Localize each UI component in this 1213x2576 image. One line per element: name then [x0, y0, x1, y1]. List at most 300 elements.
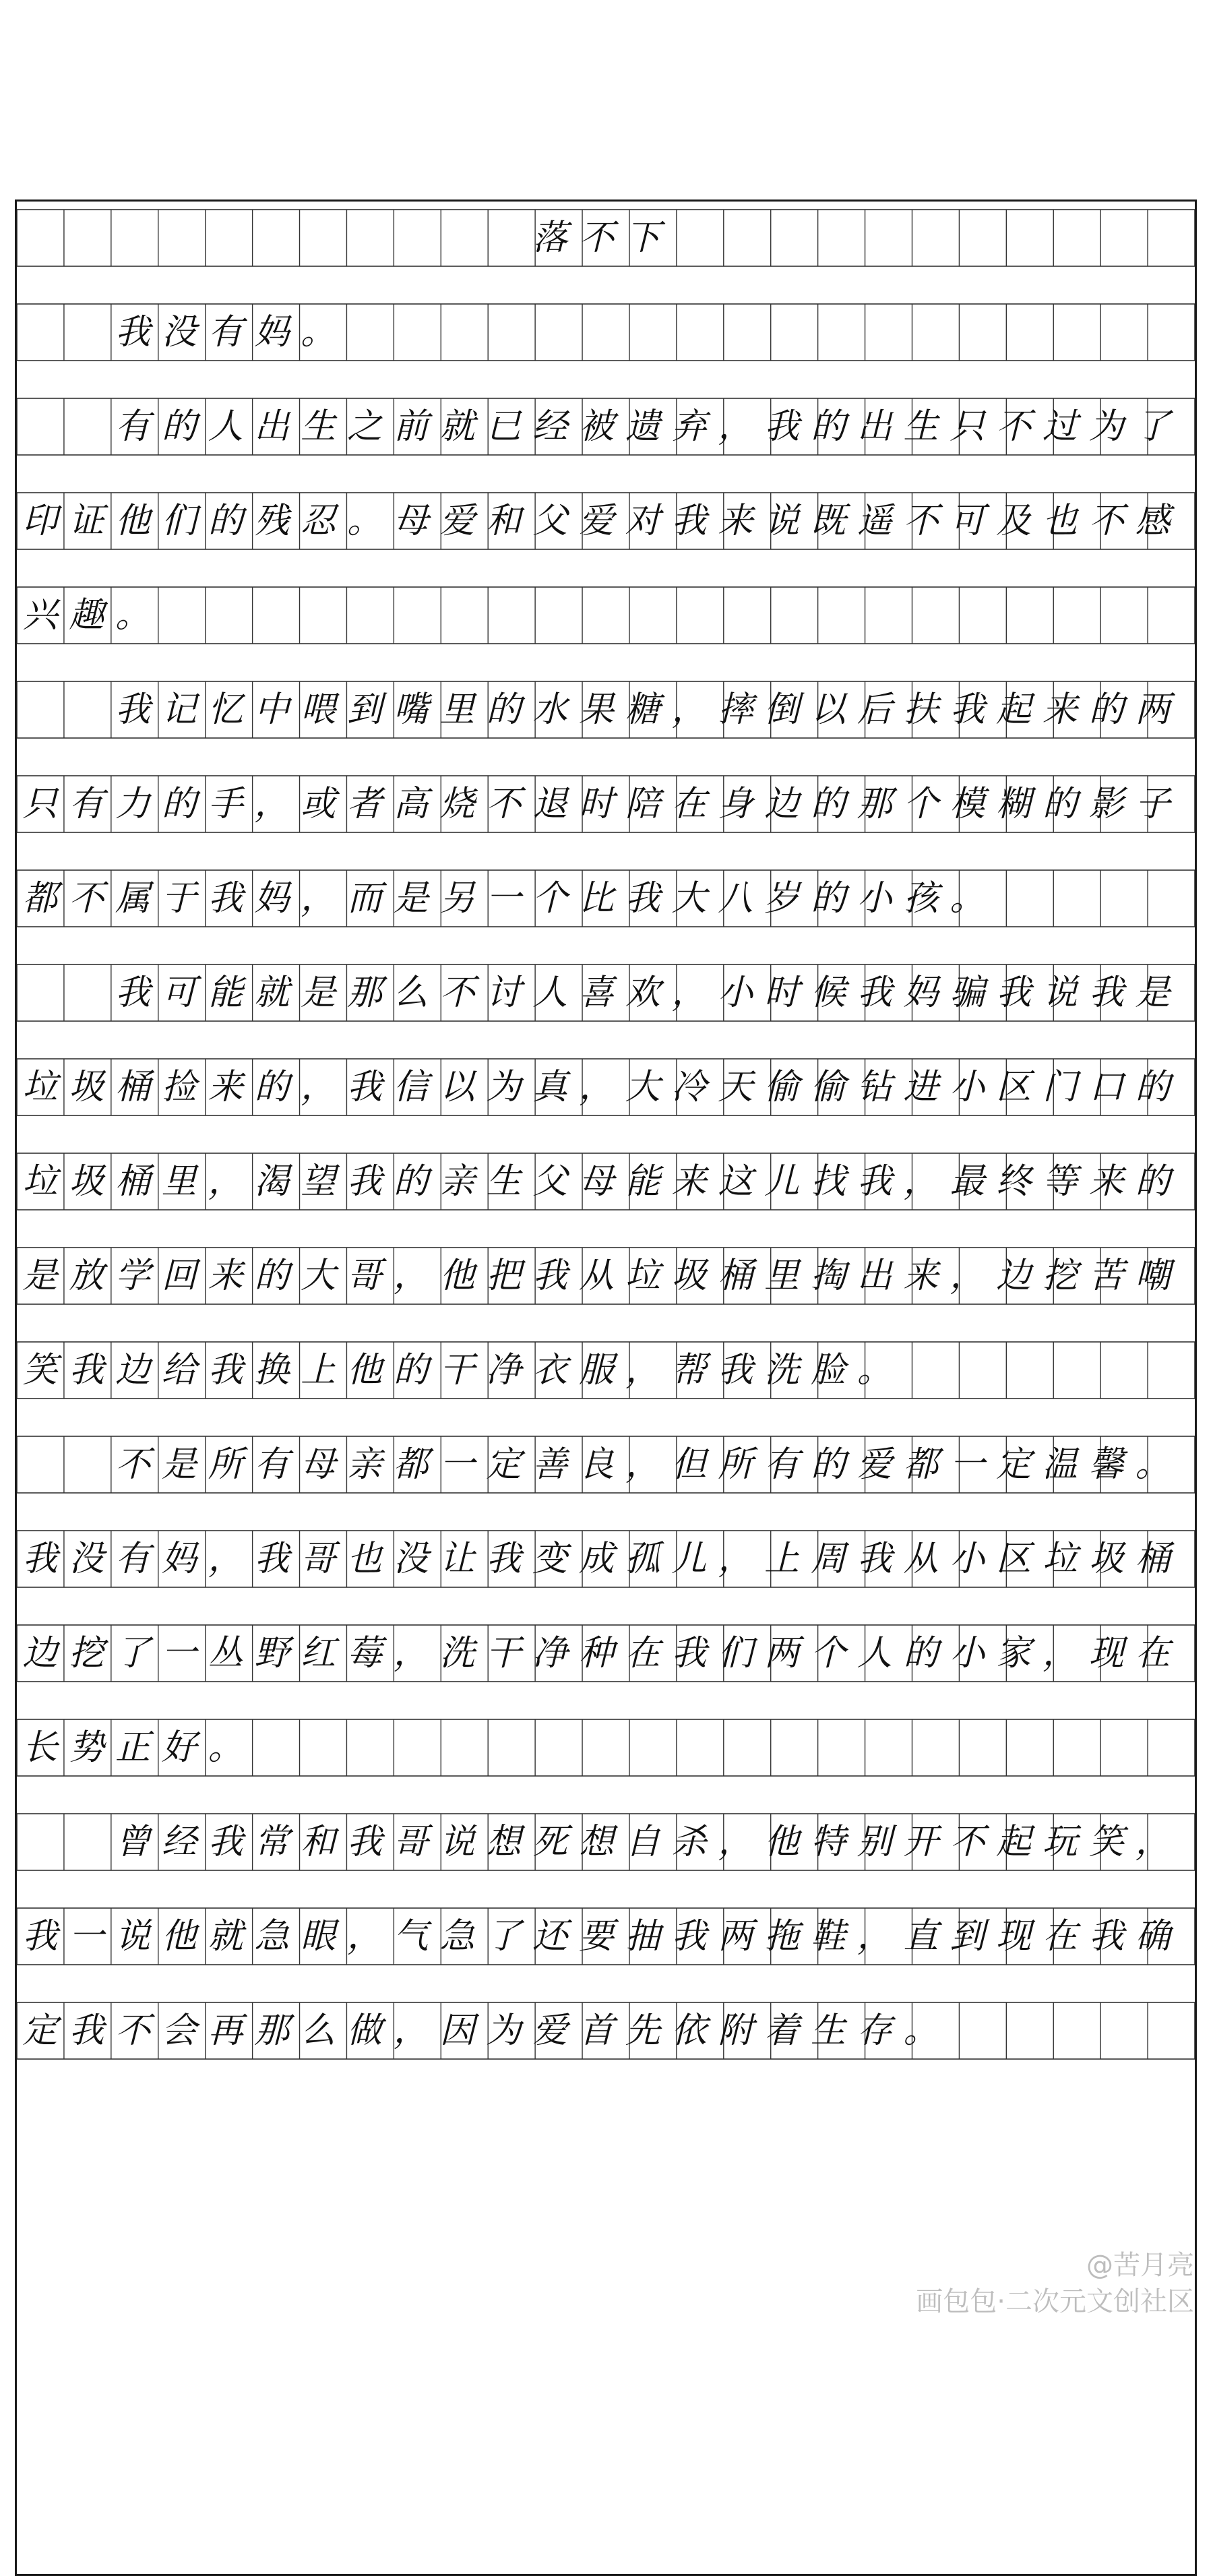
grid-cell [1129, 210, 1176, 266]
grid-cell [619, 304, 666, 361]
grid-cell: 气 [393, 1916, 429, 1957]
grid-cell: ， [950, 1256, 985, 1296]
grid-cell: 手 [208, 784, 243, 824]
grid-cell: 了 [1135, 406, 1171, 447]
grid-cell: 的 [393, 1161, 429, 1202]
grid-cell: 圾 [69, 1161, 104, 1202]
grid-cell: 笑 [1088, 1822, 1124, 1862]
grid-cell: 哥 [346, 1256, 382, 1296]
grid-cell [1083, 304, 1129, 361]
grid-cell: 我 [718, 1350, 753, 1390]
grid-cell [342, 587, 388, 644]
grid-cell: 以 [439, 1067, 475, 1107]
grid-cell: 不 [996, 406, 1032, 447]
grid-cell [295, 210, 342, 266]
grid-cell: 不 [115, 2011, 150, 2051]
grid-cell: 他 [439, 1256, 475, 1296]
grid-cell [202, 210, 249, 266]
grid-cell [666, 304, 712, 361]
essay-line [17, 1436, 1195, 1493]
grid-cell: 者 [346, 784, 382, 824]
grid-cell: 在 [1135, 1633, 1171, 1674]
grid-cell: 的 [810, 784, 846, 824]
grid-cell: 开 [903, 1822, 939, 1862]
grid-cell [480, 587, 527, 644]
grid-cell [1083, 587, 1129, 644]
grid-cell: 高 [393, 784, 429, 824]
grid-cell: 的 [810, 1444, 846, 1485]
grid-cell: 区 [996, 1539, 1032, 1579]
grid-cell: ， [1135, 1822, 1171, 1862]
grid-cell: 圾 [69, 1067, 104, 1107]
grid-cell: 属 [115, 878, 150, 919]
grid-cell: 生 [486, 1161, 522, 1202]
grid-cell: 长 [22, 1727, 58, 1768]
grid-cell: 孤 [625, 1539, 660, 1579]
grid-cell: 哥 [301, 1539, 336, 1579]
grid-cell [63, 1436, 110, 1493]
grid-cell: 我 [950, 689, 985, 730]
grid-cell: 信 [393, 1067, 429, 1107]
grid-cell: 还 [532, 1916, 568, 1957]
grid-cell [1083, 2002, 1129, 2059]
grid-cell [666, 587, 712, 644]
grid-cell: 一 [69, 1916, 104, 1957]
grid-cell: 拖 [764, 1916, 800, 1957]
grid-cell [17, 304, 63, 361]
grid-cell: 那 [857, 784, 892, 824]
grid-cell: 妈 [254, 878, 290, 919]
grid-cell [712, 210, 759, 266]
grid-cell: 我 [346, 1067, 382, 1107]
grid-cell: 不 [578, 218, 614, 258]
grid-cell: ， [393, 1633, 429, 1674]
grid-cell: 终 [996, 1161, 1032, 1202]
essay-line [17, 776, 1195, 832]
grid-cell: 之 [346, 406, 382, 447]
grid-cell: 捡 [161, 1067, 197, 1107]
grid-cell: 爱 [578, 501, 614, 541]
grid-cell: ， [718, 1822, 753, 1862]
grid-cell: 和 [486, 501, 522, 541]
grid-cell [851, 210, 898, 266]
grid-cell: 偷 [810, 1067, 846, 1107]
grid-cell: 。 [857, 1350, 892, 1390]
grid-cell [1129, 870, 1176, 927]
grid-cell: 从 [903, 1539, 939, 1579]
grid-cell [898, 210, 944, 266]
grid-cell: 爱 [857, 1444, 892, 1485]
grid-cell [480, 304, 527, 361]
grid-cell [573, 1719, 620, 1776]
grid-cell [991, 1342, 1037, 1399]
grid-cell: 垃 [22, 1067, 58, 1107]
grid-cell [619, 587, 666, 644]
grid-cell: 我 [996, 973, 1032, 1013]
grid-cell: 落 [532, 218, 568, 258]
grid-cell: 垃 [625, 1256, 660, 1296]
grid-cell [712, 587, 759, 644]
grid-cell [1037, 587, 1084, 644]
grid-cell: 急 [439, 1916, 475, 1957]
grid-cell: 儿 [764, 1161, 800, 1202]
grid-cell: ， [718, 1539, 753, 1579]
grid-cell: 抽 [625, 1916, 660, 1957]
grid-cell: 进 [903, 1067, 939, 1107]
essay-line [17, 964, 1195, 1021]
grid-cell: 从 [578, 1256, 614, 1296]
grid-cell [17, 210, 63, 266]
grid-cell: ， [625, 1350, 660, 1390]
grid-cell: 小 [950, 1539, 985, 1579]
grid-cell: 忆 [208, 689, 243, 730]
grid-cell [17, 1436, 63, 1493]
grid-cell [1037, 1719, 1084, 1776]
grid-cell: 两 [764, 1633, 800, 1674]
grid-cell: 来 [718, 501, 753, 541]
grid-cell: 爱 [439, 501, 475, 541]
grid-cell: 想 [486, 1822, 522, 1862]
grid-cell: 我 [532, 1256, 568, 1296]
grid-cell: 么 [393, 973, 429, 1013]
grid-cell: 个 [810, 1633, 846, 1674]
grid-cell [342, 210, 388, 266]
grid-cell: 特 [810, 1822, 846, 1862]
grid-cell: 妈 [254, 312, 290, 352]
grid-cell: 那 [346, 973, 382, 1013]
grid-cell: 现 [1088, 1633, 1124, 1674]
grid-cell: 我 [69, 1350, 104, 1390]
grid-cell: 是 [161, 1444, 197, 1485]
grid-cell: ， [718, 406, 753, 447]
essay-line [17, 1719, 1195, 1776]
grid-cell: 的 [254, 1256, 290, 1296]
grid-cell: 我 [486, 1539, 522, 1579]
grid-cell: 到 [950, 1916, 985, 1957]
grid-cell: 骗 [950, 973, 985, 1013]
grid-cell: 后 [857, 689, 892, 730]
grid-cell: 的 [810, 406, 846, 447]
essay-line [17, 1531, 1195, 1587]
grid-cell: ， [346, 1916, 382, 1957]
grid-cell: 野 [254, 1633, 290, 1674]
grid-cell: 是 [22, 1256, 58, 1296]
grid-cell: 苦 [1088, 1256, 1124, 1296]
grid-cell: ， [254, 784, 290, 824]
grid-cell: 种 [578, 1633, 614, 1674]
grid-cell: 首 [578, 2011, 614, 2051]
grid-cell: 模 [950, 784, 985, 824]
grid-cell: 在 [671, 784, 707, 824]
grid-cell: 起 [996, 1822, 1032, 1862]
grid-cell: 我 [1088, 973, 1124, 1013]
grid-cell: 大 [625, 1067, 660, 1107]
grid-cell: 生 [903, 406, 939, 447]
grid-cell: 死 [532, 1822, 568, 1862]
grid-cell: 残 [254, 501, 290, 541]
grid-cell: 经 [532, 406, 568, 447]
grid-cell: 是 [393, 878, 429, 919]
grid-cell [1037, 1342, 1084, 1399]
grid-cell: 渴 [254, 1161, 290, 1202]
grid-cell: 在 [1042, 1916, 1078, 1957]
grid-cell: 为 [1088, 406, 1124, 447]
grid-cell: 。 [115, 595, 150, 636]
grid-cell: 给 [161, 1350, 197, 1390]
grid-cell: 那 [254, 2011, 290, 2051]
grid-cell [666, 1719, 712, 1776]
grid-cell: 。 [903, 2011, 939, 2051]
grid-cell: 桶 [718, 1256, 753, 1296]
grid-cell: 个 [532, 878, 568, 919]
grid-cell: 哥 [393, 1822, 429, 1862]
grid-cell: 有 [254, 1444, 290, 1485]
grid-cell: 的 [1135, 1161, 1171, 1202]
grid-cell: 垃 [1042, 1539, 1078, 1579]
grid-cell [944, 210, 991, 266]
grid-cell [1129, 304, 1176, 361]
platform-watermark: 画包包·二次元文创社区 [916, 2286, 1194, 2317]
grid-cell: 区 [996, 1067, 1032, 1107]
grid-cell: 说 [115, 1916, 150, 1957]
grid-cell: 就 [208, 1916, 243, 1957]
grid-cell: 扶 [903, 689, 939, 730]
grid-cell [110, 210, 156, 266]
grid-cell: 的 [208, 501, 243, 541]
grid-cell: 有 [69, 784, 104, 824]
grid-cell: 掏 [810, 1256, 846, 1296]
grid-cell: 挖 [69, 1633, 104, 1674]
grid-cell: 一 [486, 878, 522, 919]
grid-cell [1037, 870, 1084, 927]
grid-cell: 都 [22, 878, 58, 919]
essay-line [17, 1814, 1195, 1870]
grid-cell: 们 [161, 501, 197, 541]
grid-cell: 一 [950, 1444, 985, 1485]
grid-cell: 我 [254, 1539, 290, 1579]
grid-cell: 干 [439, 1350, 475, 1390]
grid-cell: 会 [161, 2011, 197, 2051]
grid-cell: 他 [764, 1822, 800, 1862]
grid-cell: 摔 [718, 689, 753, 730]
essay-title-row [17, 210, 1195, 266]
grid-cell: 我 [22, 1916, 58, 1957]
grid-cell [63, 210, 110, 266]
grid-cell: 附 [718, 2011, 753, 2051]
grid-cell: 不 [950, 1822, 985, 1862]
grid-cell: 。 [301, 312, 336, 352]
grid-cell: 喂 [301, 689, 336, 730]
grid-cell: 学 [115, 1256, 150, 1296]
grid-cell: 桶 [1135, 1539, 1171, 1579]
grid-cell: 为 [486, 1067, 522, 1107]
grid-cell: 现 [996, 1916, 1032, 1957]
grid-cell: 边 [996, 1256, 1032, 1296]
grid-cell: 里 [161, 1161, 197, 1202]
grid-cell [759, 210, 805, 266]
grid-cell: 比 [578, 878, 614, 919]
grid-cell: 把 [486, 1256, 522, 1296]
grid-cell: 经 [161, 1822, 197, 1862]
grid-cell: 遗 [625, 406, 660, 447]
grid-cell: ， [671, 689, 707, 730]
grid-cell: 馨 [1088, 1444, 1124, 1485]
grid-cell [1083, 1719, 1129, 1776]
grid-cell: 的 [254, 1067, 290, 1107]
grid-cell [480, 1719, 527, 1776]
grid-cell [63, 1814, 110, 1870]
grid-cell: 常 [254, 1822, 290, 1862]
grid-cell [1037, 210, 1084, 266]
grid-cell: 着 [764, 2011, 800, 2051]
grid-cell: 净 [532, 1633, 568, 1674]
grid-cell [17, 681, 63, 738]
grid-cell [202, 587, 249, 644]
grid-cell [63, 681, 110, 738]
grid-cell: 我 [22, 1539, 58, 1579]
grid-cell: 小 [718, 973, 753, 1013]
grid-cell: 成 [578, 1539, 614, 1579]
grid-cell: 望 [301, 1161, 336, 1202]
grid-cell: 我 [208, 878, 243, 919]
grid-cell [527, 587, 573, 644]
grid-cell [1083, 870, 1129, 927]
grid-cell: 只 [22, 784, 58, 824]
grid-cell: 小 [857, 878, 892, 919]
essay-line [17, 587, 1195, 644]
grid-cell: 先 [625, 2011, 660, 2051]
grid-cell [666, 210, 712, 266]
grid-cell: 不 [439, 973, 475, 1013]
grid-cell [944, 304, 991, 361]
grid-cell: 的 [1135, 1067, 1171, 1107]
grid-cell: 做 [346, 2011, 382, 2051]
grid-cell: 和 [301, 1822, 336, 1862]
grid-cell [898, 1342, 944, 1399]
grid-cell: 回 [161, 1256, 197, 1296]
grid-cell: 都 [903, 1444, 939, 1485]
grid-cell: 只 [950, 406, 985, 447]
grid-cell: 小 [950, 1633, 985, 1674]
grid-cell: 我 [1088, 1916, 1124, 1957]
grid-cell: 来 [671, 1161, 707, 1202]
grid-cell: 等 [1042, 1161, 1078, 1202]
essay-line [17, 1908, 1195, 1965]
grid-cell: 圾 [1088, 1539, 1124, 1579]
grid-cell [991, 1719, 1037, 1776]
grid-cell [17, 398, 63, 455]
grid-cell: ， [208, 1161, 243, 1202]
grid-cell: 八 [718, 878, 753, 919]
grid-cell: ， [393, 2011, 429, 2051]
grid-cell: 因 [439, 2011, 475, 2051]
grid-cell: 大 [301, 1256, 336, 1296]
grid-cell [295, 587, 342, 644]
grid-cell: 温 [1042, 1444, 1078, 1485]
grid-cell: 丛 [208, 1633, 243, 1674]
grid-cell: 桶 [115, 1161, 150, 1202]
grid-cell: 杀 [671, 1822, 707, 1862]
grid-cell: 忍 [301, 501, 336, 541]
grid-cell: 他 [161, 1916, 197, 1957]
grid-cell [851, 1719, 898, 1776]
grid-cell: 出 [254, 406, 290, 447]
grid-cell: 净 [486, 1350, 522, 1390]
grid-cell: 干 [486, 1633, 522, 1674]
grid-cell: 说 [764, 501, 800, 541]
grid-cell [619, 1719, 666, 1776]
grid-cell: 时 [764, 973, 800, 1013]
grid-cell: 天 [718, 1067, 753, 1107]
grid-cell: ， [625, 1444, 660, 1485]
grid-cell: 生 [301, 406, 336, 447]
grid-cell [573, 587, 620, 644]
grid-cell: 也 [346, 1539, 382, 1579]
grid-cell: 门 [1042, 1067, 1078, 1107]
grid-cell: 烧 [439, 784, 475, 824]
grid-cell [387, 210, 434, 266]
grid-cell: 这 [718, 1161, 753, 1202]
grid-cell: 边 [22, 1633, 58, 1674]
grid-cell: 所 [718, 1444, 753, 1485]
grid-cell: 一 [161, 1633, 197, 1674]
grid-cell: 里 [764, 1256, 800, 1296]
grid-cell: 服 [578, 1350, 614, 1390]
grid-cell [898, 587, 944, 644]
grid-cell: 人 [857, 1633, 892, 1674]
grid-cell [1037, 304, 1084, 361]
grid-cell: 。 [208, 1727, 243, 1768]
grid-cell: 。 [346, 501, 382, 541]
grid-cell [63, 398, 110, 455]
grid-cell: 一 [439, 1444, 475, 1485]
grid-cell [712, 304, 759, 361]
grid-cell: 笑 [22, 1350, 58, 1390]
grid-cell: 而 [346, 878, 382, 919]
grid-cell: 我 [671, 501, 707, 541]
essay-line [17, 870, 1195, 927]
grid-cell [156, 587, 202, 644]
grid-cell: 是 [1135, 973, 1171, 1013]
grid-cell: 亲 [439, 1161, 475, 1202]
grid-cell: 不 [1088, 501, 1124, 541]
grid-cell [387, 304, 434, 361]
grid-cell [480, 210, 527, 266]
grid-cell: 岁 [764, 878, 800, 919]
grid-cell: 。 [950, 878, 985, 919]
grid-cell: 来 [1088, 1161, 1124, 1202]
grid-cell: 们 [718, 1633, 753, 1674]
grid-cell: 力 [115, 784, 150, 824]
grid-cell: 我 [857, 1539, 892, 1579]
grid-cell [1129, 1342, 1176, 1399]
grid-cell: 出 [857, 406, 892, 447]
grid-cell: 周 [810, 1539, 846, 1579]
grid-cell: 曾 [115, 1822, 150, 1862]
grid-cell [991, 870, 1037, 927]
grid-cell: 前 [393, 406, 429, 447]
grid-cell: 候 [810, 973, 846, 1013]
grid-cell [759, 587, 805, 644]
grid-cell: 妈 [903, 973, 939, 1013]
grid-cell [991, 304, 1037, 361]
grid-cell [434, 1719, 480, 1776]
grid-cell: 良 [578, 1444, 614, 1485]
grid-cell: 桶 [115, 1067, 150, 1107]
grid-cell: 能 [625, 1161, 660, 1202]
grid-cell: ， [903, 1161, 939, 1202]
grid-cell: 正 [115, 1727, 150, 1768]
